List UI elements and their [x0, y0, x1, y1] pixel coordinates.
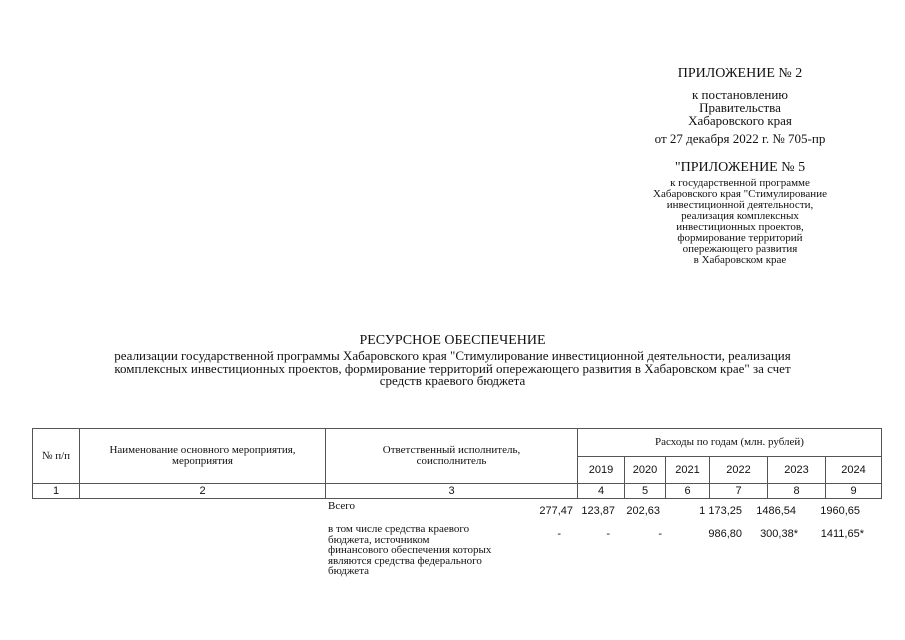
col-executor-header-line: Ответственный исполнитель,	[382, 444, 521, 456]
column-number: 9	[826, 484, 882, 499]
appendix-5-line: реализация комплексных	[681, 210, 799, 222]
document-title: РЕСУРСНОЕ ОБЕСПЕЧЕНИЕ	[359, 333, 546, 348]
cell-value: -	[658, 528, 662, 540]
year-header: 2022	[710, 456, 768, 484]
cell-value: 1 173,25	[699, 505, 742, 517]
appendix-5-line: Хабаровского края "Стимулирование	[653, 188, 827, 200]
column-number: 3	[326, 484, 578, 499]
cell-value: 202,63	[626, 505, 660, 517]
subtitle-line: реализации государственной программы Хабаровского края "Стимулирование инвестиционной деятельности, реализация	[114, 348, 791, 363]
row-label-line: являются средства федерального	[328, 554, 482, 567]
cell-value: 300,38*	[760, 528, 798, 540]
column-number: 1	[33, 484, 80, 499]
document-subtitle	[40, 350, 865, 388]
col-name-header-line: Наименование основного мероприятия,	[109, 444, 296, 456]
appendix-5-line: в Хабаровском крае	[693, 254, 787, 266]
row-label-line: бюджета, источником	[328, 533, 430, 546]
year-header: 2024	[826, 456, 882, 484]
resource-table-header	[32, 428, 882, 499]
column-number: 2	[80, 484, 326, 499]
column-number: 5	[625, 484, 666, 499]
col-costs-header: Расходы по годам (млн. рублей)	[578, 429, 882, 457]
subtitle-line: комплексных инвестиционных проектов, формирование территорий опережающего развития в Хабаровском крае" за счет	[114, 360, 791, 376]
appendix-2-title: ПРИЛОЖЕНИЕ № 2	[677, 66, 803, 81]
appendix-5-line: инвестиционных проектов,	[676, 221, 804, 233]
row-label-line: финансового обеспечения которых	[328, 544, 492, 556]
year-header: 2019	[578, 456, 625, 484]
appendix-5-block	[620, 160, 860, 266]
cell-value: 1486,54	[756, 505, 796, 517]
cell-value: 123,87	[581, 505, 615, 517]
row-label	[328, 501, 526, 512]
appendix-2-block	[620, 66, 860, 147]
year-header: 2021	[666, 456, 710, 484]
col-number-header: № п/п	[33, 429, 80, 484]
col-name-header	[80, 429, 326, 484]
appendix-2-line: к постановлению	[691, 87, 789, 102]
appendix-5-title: "ПРИЛОЖЕНИЕ № 5	[674, 160, 806, 175]
year-header: 2023	[768, 456, 826, 484]
cell-value: 277,47	[539, 505, 573, 517]
row-label-line: Всего	[328, 500, 355, 512]
column-number: 6	[666, 484, 710, 499]
year-header: 2020	[625, 456, 666, 484]
appendix-5-line: инвестиционной деятельности,	[666, 199, 814, 211]
col-name-header-line: мероприятия	[172, 455, 233, 467]
appendix-5-line: к государственной программе	[670, 177, 810, 189]
col-executor-header	[326, 429, 578, 484]
appendix-5-line: формирование территорий	[677, 232, 803, 244]
cell-value: 1411,65*	[820, 528, 864, 540]
appendix-2-line: Хабаровского края	[688, 113, 792, 128]
subtitle-line: средств краевого бюджета	[379, 373, 526, 388]
cell-value: 986,80	[708, 528, 742, 540]
cell-value: -	[606, 528, 610, 540]
row-label-line: в том числе средства краевого	[328, 523, 470, 535]
cell-value: 1960,65	[820, 505, 860, 517]
appendix-2-date: от 27 декабря 2022 г. № 705-пр	[654, 131, 826, 146]
col-executor-header-line: соисполнитель	[416, 455, 487, 467]
row-label-line: бюджета	[328, 565, 370, 577]
appendix-5-line: опережающего развития	[682, 243, 798, 255]
column-number: 8	[768, 484, 826, 499]
appendix-2-line: Правительства	[699, 100, 781, 115]
cell-value: -	[557, 528, 561, 540]
column-number: 4	[578, 484, 625, 499]
column-number: 7	[710, 484, 768, 499]
row-label	[328, 524, 526, 577]
